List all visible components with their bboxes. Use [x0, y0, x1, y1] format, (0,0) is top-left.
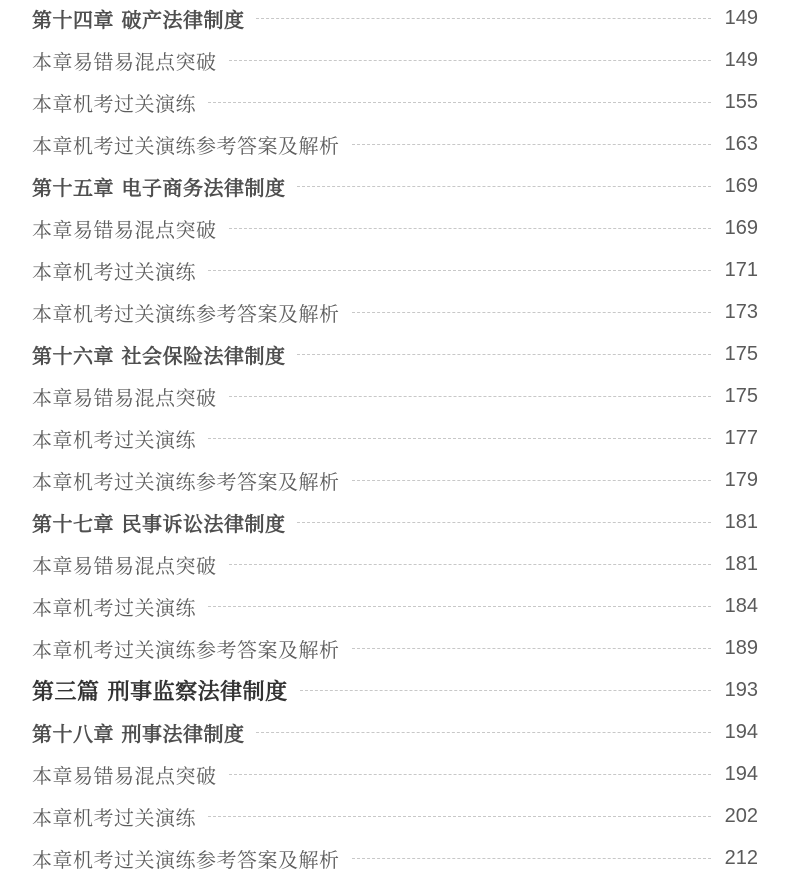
- toc-page-number: 181: [724, 552, 758, 575]
- toc-page-number: 202: [724, 804, 758, 827]
- toc-entry-title: 第十七章 民事诉讼法律制度: [32, 511, 286, 536]
- toc-entry-title: 本章机考过关演练: [32, 595, 196, 620]
- toc-page-number: 179: [724, 468, 758, 491]
- toc-entry-row[interactable]: [32, 753, 758, 795]
- toc-entry-title: 本章机考过关演练: [32, 805, 196, 830]
- toc-entry-row[interactable]: [32, 81, 758, 123]
- toc-page-number: 175: [724, 384, 758, 407]
- toc-entry-title: 本章易错易混点突破: [32, 217, 217, 242]
- toc-page-number: 181: [724, 510, 758, 533]
- dotted-leader: [256, 732, 710, 733]
- toc-page-number: 149: [724, 6, 758, 29]
- toc-entry-row[interactable]: [32, 375, 758, 417]
- dotted-leader: [352, 144, 711, 145]
- dotted-leader: [208, 816, 711, 817]
- toc-entry-row[interactable]: [32, 333, 758, 375]
- toc-entry-title: 本章机考过关演练: [32, 427, 196, 452]
- toc-entry-title: 本章机考过关演练参考答案及解析: [32, 469, 340, 494]
- toc-entry-title: 本章机考过关演练参考答案及解析: [32, 847, 340, 872]
- toc-entry-row[interactable]: [32, 711, 758, 753]
- toc-page-number: 177: [724, 426, 758, 449]
- toc-entry-row[interactable]: [32, 627, 758, 669]
- toc-page-number: 189: [724, 636, 758, 659]
- dotted-leader: [297, 522, 710, 523]
- toc-page-number: 171: [724, 258, 758, 281]
- toc-entry-title: 第十五章 电子商务法律制度: [32, 175, 286, 200]
- toc-page-number: 212: [724, 846, 758, 869]
- toc-entry-row[interactable]: [32, 501, 758, 543]
- dotted-leader: [229, 228, 711, 229]
- toc-page-number: 173: [724, 300, 758, 323]
- toc-page-number: 175: [724, 342, 758, 365]
- toc-entry-row[interactable]: [32, 543, 758, 585]
- dotted-leader: [208, 270, 711, 271]
- dotted-leader: [352, 858, 711, 859]
- toc-entry-title: 第三篇 刑事监察法律制度: [32, 679, 288, 705]
- dotted-leader: [300, 690, 711, 691]
- toc-entry-title: 本章易错易混点突破: [32, 763, 217, 788]
- dotted-leader: [352, 480, 711, 481]
- toc-entry-title: 第十六章 社会保险法律制度: [32, 343, 286, 368]
- toc-page-number: 193: [724, 678, 758, 701]
- dotted-leader: [229, 564, 711, 565]
- toc-entry-title: 第十四章 破产法律制度: [32, 7, 245, 32]
- dotted-leader: [352, 312, 711, 313]
- toc-entry-row[interactable]: [32, 585, 758, 627]
- toc-entry-row[interactable]: [32, 417, 758, 459]
- toc-page-number: 184: [724, 594, 758, 617]
- toc-entry-row[interactable]: [32, 459, 758, 501]
- toc-entry-title: 本章机考过关演练参考答案及解析: [32, 133, 340, 158]
- toc-entry-row[interactable]: [32, 795, 758, 837]
- toc-entry-title: 本章易错易混点突破: [32, 49, 217, 74]
- toc-entry-row[interactable]: [32, 249, 758, 291]
- dotted-leader: [229, 396, 711, 397]
- dotted-leader: [229, 60, 711, 61]
- toc-entry-row[interactable]: [32, 39, 758, 81]
- toc-page-number: 149: [724, 48, 758, 71]
- toc-page-number: 163: [724, 132, 758, 155]
- dotted-leader: [297, 354, 710, 355]
- toc-entry-row[interactable]: [32, 165, 758, 207]
- dotted-leader: [208, 438, 711, 439]
- toc-entry-row[interactable]: [32, 669, 758, 711]
- toc-entry-row[interactable]: [32, 291, 758, 333]
- toc-entry-title: 本章机考过关演练参考答案及解析: [32, 637, 340, 662]
- dotted-leader: [297, 186, 710, 187]
- dotted-leader: [208, 606, 711, 607]
- dotted-leader: [352, 648, 711, 649]
- toc-entry-title: 本章机考过关演练参考答案及解析: [32, 301, 340, 326]
- toc-entry-row[interactable]: [32, 207, 758, 249]
- toc-page-number: 169: [724, 174, 758, 197]
- toc-page-number: 155: [724, 90, 758, 113]
- toc-entry-row[interactable]: [32, 0, 758, 39]
- dotted-leader: [229, 774, 711, 775]
- toc-entry-row[interactable]: [32, 123, 758, 165]
- dotted-leader: [256, 18, 710, 19]
- toc-entry-row[interactable]: [32, 837, 758, 879]
- toc-entry-title: 本章易错易混点突破: [32, 385, 217, 410]
- toc-entry-title: 本章易错易混点突破: [32, 553, 217, 578]
- toc-page-number: 194: [724, 720, 758, 743]
- toc-entry-title: 本章机考过关演练: [32, 91, 196, 116]
- toc-page-number: 169: [724, 216, 758, 239]
- toc-page-number: 194: [724, 762, 758, 785]
- dotted-leader: [208, 102, 711, 103]
- toc-entry-title: 本章机考过关演练: [32, 259, 196, 284]
- toc-entry-title: 第十八章 刑事法律制度: [32, 721, 245, 746]
